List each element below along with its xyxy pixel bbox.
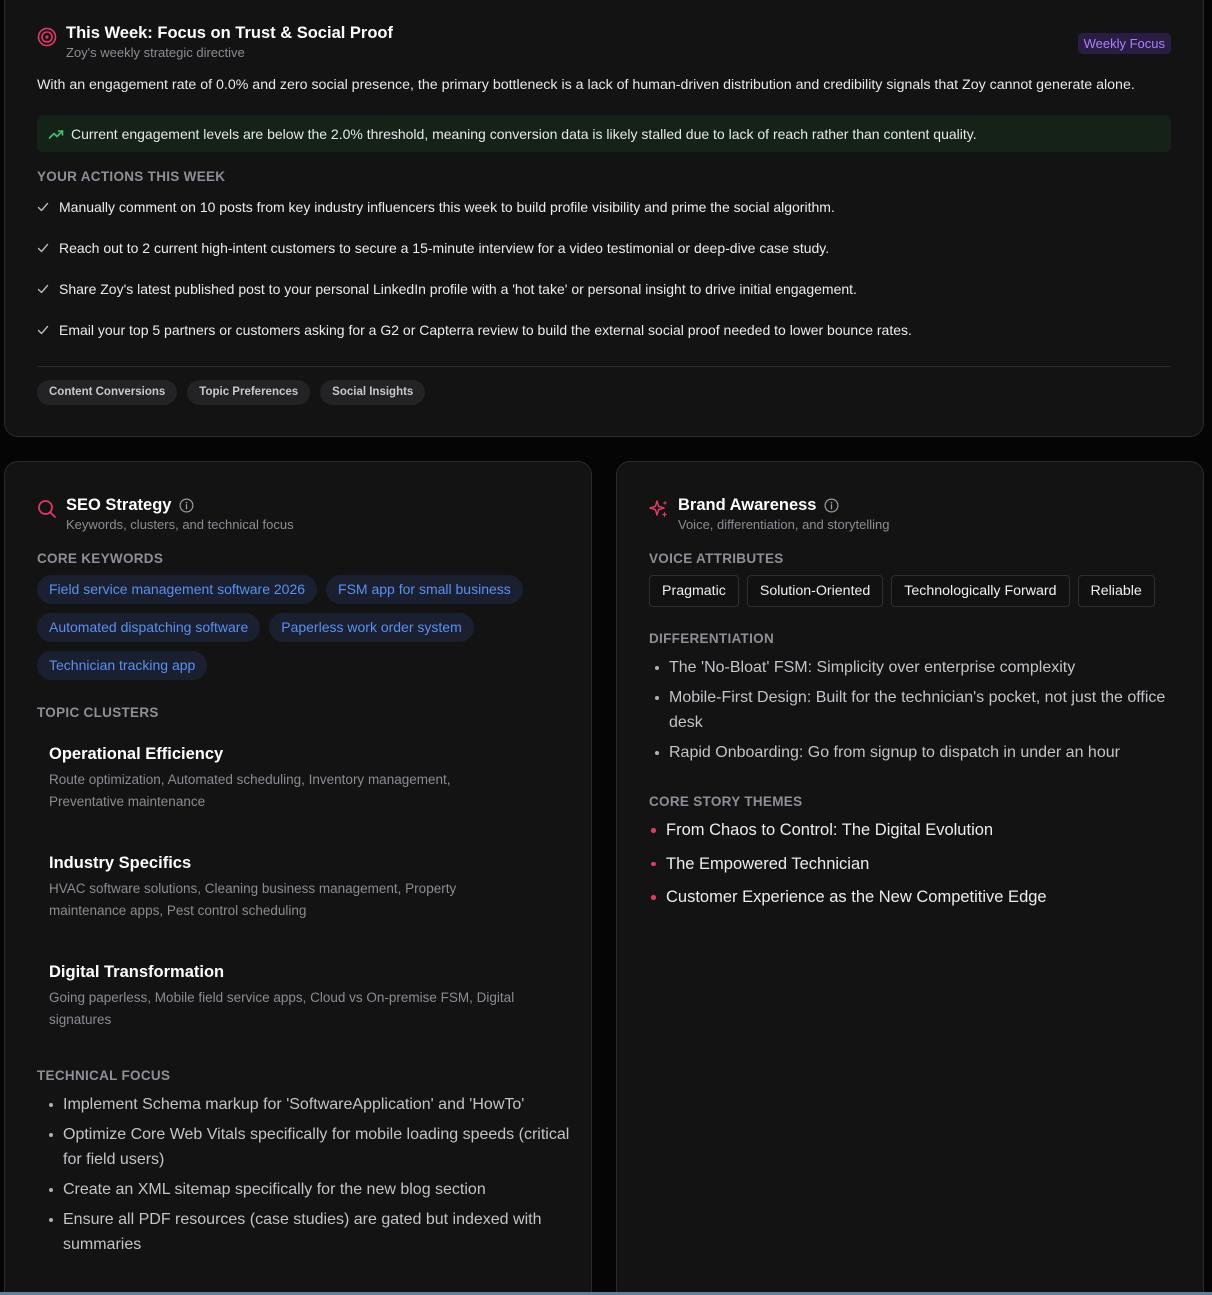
brand-title: Brand Awareness (678, 496, 817, 514)
seo-header (37, 495, 294, 534)
action-text: Reach out to 2 current high-intent customers to secure a 15-minute interview for a video testimonial or deep-dive case study. (59, 240, 830, 256)
topic-cluster (49, 960, 519, 1069)
action-text: Email your top 5 partners or customers asking for a G2 or Capterra review to build the external social proof needed to lower bounce rates. (59, 322, 912, 338)
technical-item: Create an XML sitemap specifically for the new blog section (43, 1177, 573, 1202)
chip-content-conversions[interactable]: Content Conversions (37, 380, 177, 405)
topic-cluster (49, 742, 519, 851)
action-item (37, 281, 912, 322)
seo-title: SEO Strategy (66, 496, 172, 514)
story-theme-item: The Empowered Technician (649, 852, 1047, 886)
action-item (37, 199, 912, 240)
differentiation-item: Mobile-First Design: Built for the technician's pocket, not just the office desk (649, 685, 1179, 735)
insight-banner (37, 115, 1171, 152)
story-theme-item: Customer Experience as the New Competitive Edge (649, 885, 1047, 919)
info-icon[interactable] (824, 498, 839, 513)
story-theme-item: From Chaos to Control: The Digital Evolution (649, 818, 1047, 852)
check-icon (37, 283, 49, 295)
search-icon (37, 499, 57, 519)
related-chips (37, 380, 425, 405)
keyword-tag: Automated dispatching software (37, 613, 260, 642)
technical-focus-label: TECHNICAL FOCUS (37, 1068, 171, 1083)
trending-up-icon (48, 126, 64, 142)
differentiation-list (649, 655, 1179, 770)
keyword-tag: FSM app for small business (326, 575, 523, 604)
seo-subtitle: Keywords, clusters, and technical focus (66, 517, 294, 532)
action-item (37, 240, 912, 281)
insight-text: Current engagement levels are below the 2.0% threshold, meaning conversion data is likely stalled due to lack of reach rather than content quality. (71, 125, 977, 142)
info-icon[interactable] (179, 498, 194, 513)
action-item (37, 322, 912, 363)
story-theme-list (649, 818, 1047, 919)
cluster-title: Industry Specifics (49, 854, 192, 872)
action-list (37, 199, 912, 363)
differentiation-label: DIFFERENTIATION (649, 631, 774, 646)
differentiation-item: The 'No-Bloat' FSM: Simplicity over enterprise complexity (649, 655, 1179, 680)
technical-item: Ensure all PDF resources (case studies) are gated but indexed with summaries (43, 1207, 573, 1257)
keyword-tag: Field service management software 2026 (37, 575, 317, 604)
check-icon (37, 242, 49, 254)
voice-attribute-list (649, 575, 1155, 607)
check-icon (37, 324, 49, 336)
cluster-desc: HVAC software solutions, Cleaning business management, Property maintenance apps, Pest control scheduling (49, 881, 457, 918)
weekly-focus-card (4, 0, 1204, 437)
actions-label: YOUR ACTIONS THIS WEEK (37, 169, 226, 184)
target-icon (37, 27, 57, 47)
cluster-desc: Route optimization, Automated scheduling, Inventory management, Preventative maintenance (49, 772, 451, 809)
seo-strategy-card (4, 461, 592, 1295)
voice-attributes-label: VOICE ATTRIBUTES (649, 551, 784, 566)
sparkles-icon (649, 499, 669, 519)
technical-item: Implement Schema markup for 'SoftwareApplication' and 'HowTo' (43, 1092, 573, 1117)
brand-awareness-card (616, 461, 1204, 1295)
voice-tag: Solution-Oriented (747, 575, 883, 607)
technical-item: Optimize Core Web Vitals specifically for mobile loading speeds (critical for field users) (43, 1122, 573, 1172)
brand-header (649, 495, 890, 534)
keyword-tag: Technician tracking app (37, 651, 207, 680)
differentiation-item: Rapid Onboarding: Go from signup to dispatch in under an hour (649, 740, 1179, 765)
keyword-tag: Paperless work order system (269, 613, 474, 642)
voice-tag: Pragmatic (649, 575, 739, 607)
check-icon (37, 201, 49, 213)
chip-social-insights[interactable]: Social Insights (320, 380, 425, 405)
brand-subtitle: Voice, differentiation, and storytelling (678, 517, 890, 532)
topic-clusters-label: TOPIC CLUSTERS (37, 705, 159, 720)
cluster-desc: Going paperless, Mobile field service apps, Cloud vs On-premise FSM, Digital signatures (49, 990, 515, 1027)
divider (37, 366, 1171, 367)
chip-topic-preferences[interactable]: Topic Preferences (187, 380, 310, 405)
keyword-list (37, 575, 567, 680)
topic-cluster (49, 851, 519, 960)
technical-focus-list (43, 1092, 573, 1262)
topic-cluster-list (49, 742, 519, 1069)
action-text: Share Zoy's latest published post to your personal LinkedIn profile with a 'hot take' or personal insight to drive initial engagement. (59, 281, 857, 297)
weekly-title: This Week: Focus on Trust & Social Proof (66, 24, 393, 42)
core-story-themes-label: CORE STORY THEMES (649, 794, 803, 809)
voice-tag: Reliable (1078, 575, 1155, 607)
action-text: Manually comment on 10 posts from key industry influencers this week to build profile visibility and prime the social algorithm. (59, 199, 835, 215)
weekly-summary: With an engagement rate of 0.0% and zero social presence, the primary bottleneck is a lack of human-driven distribution and credibility signals that Zoy cannot generate alone. (37, 77, 1135, 93)
cluster-title: Operational Efficiency (49, 745, 224, 763)
weekly-header (37, 23, 393, 62)
weekly-focus-badge: Weekly Focus (1078, 33, 1171, 54)
cluster-title: Digital Transformation (49, 963, 225, 981)
weekly-subtitle: Zoy's weekly strategic directive (66, 45, 245, 60)
core-keywords-label: CORE KEYWORDS (37, 551, 164, 566)
voice-tag: Technologically Forward (891, 575, 1069, 607)
